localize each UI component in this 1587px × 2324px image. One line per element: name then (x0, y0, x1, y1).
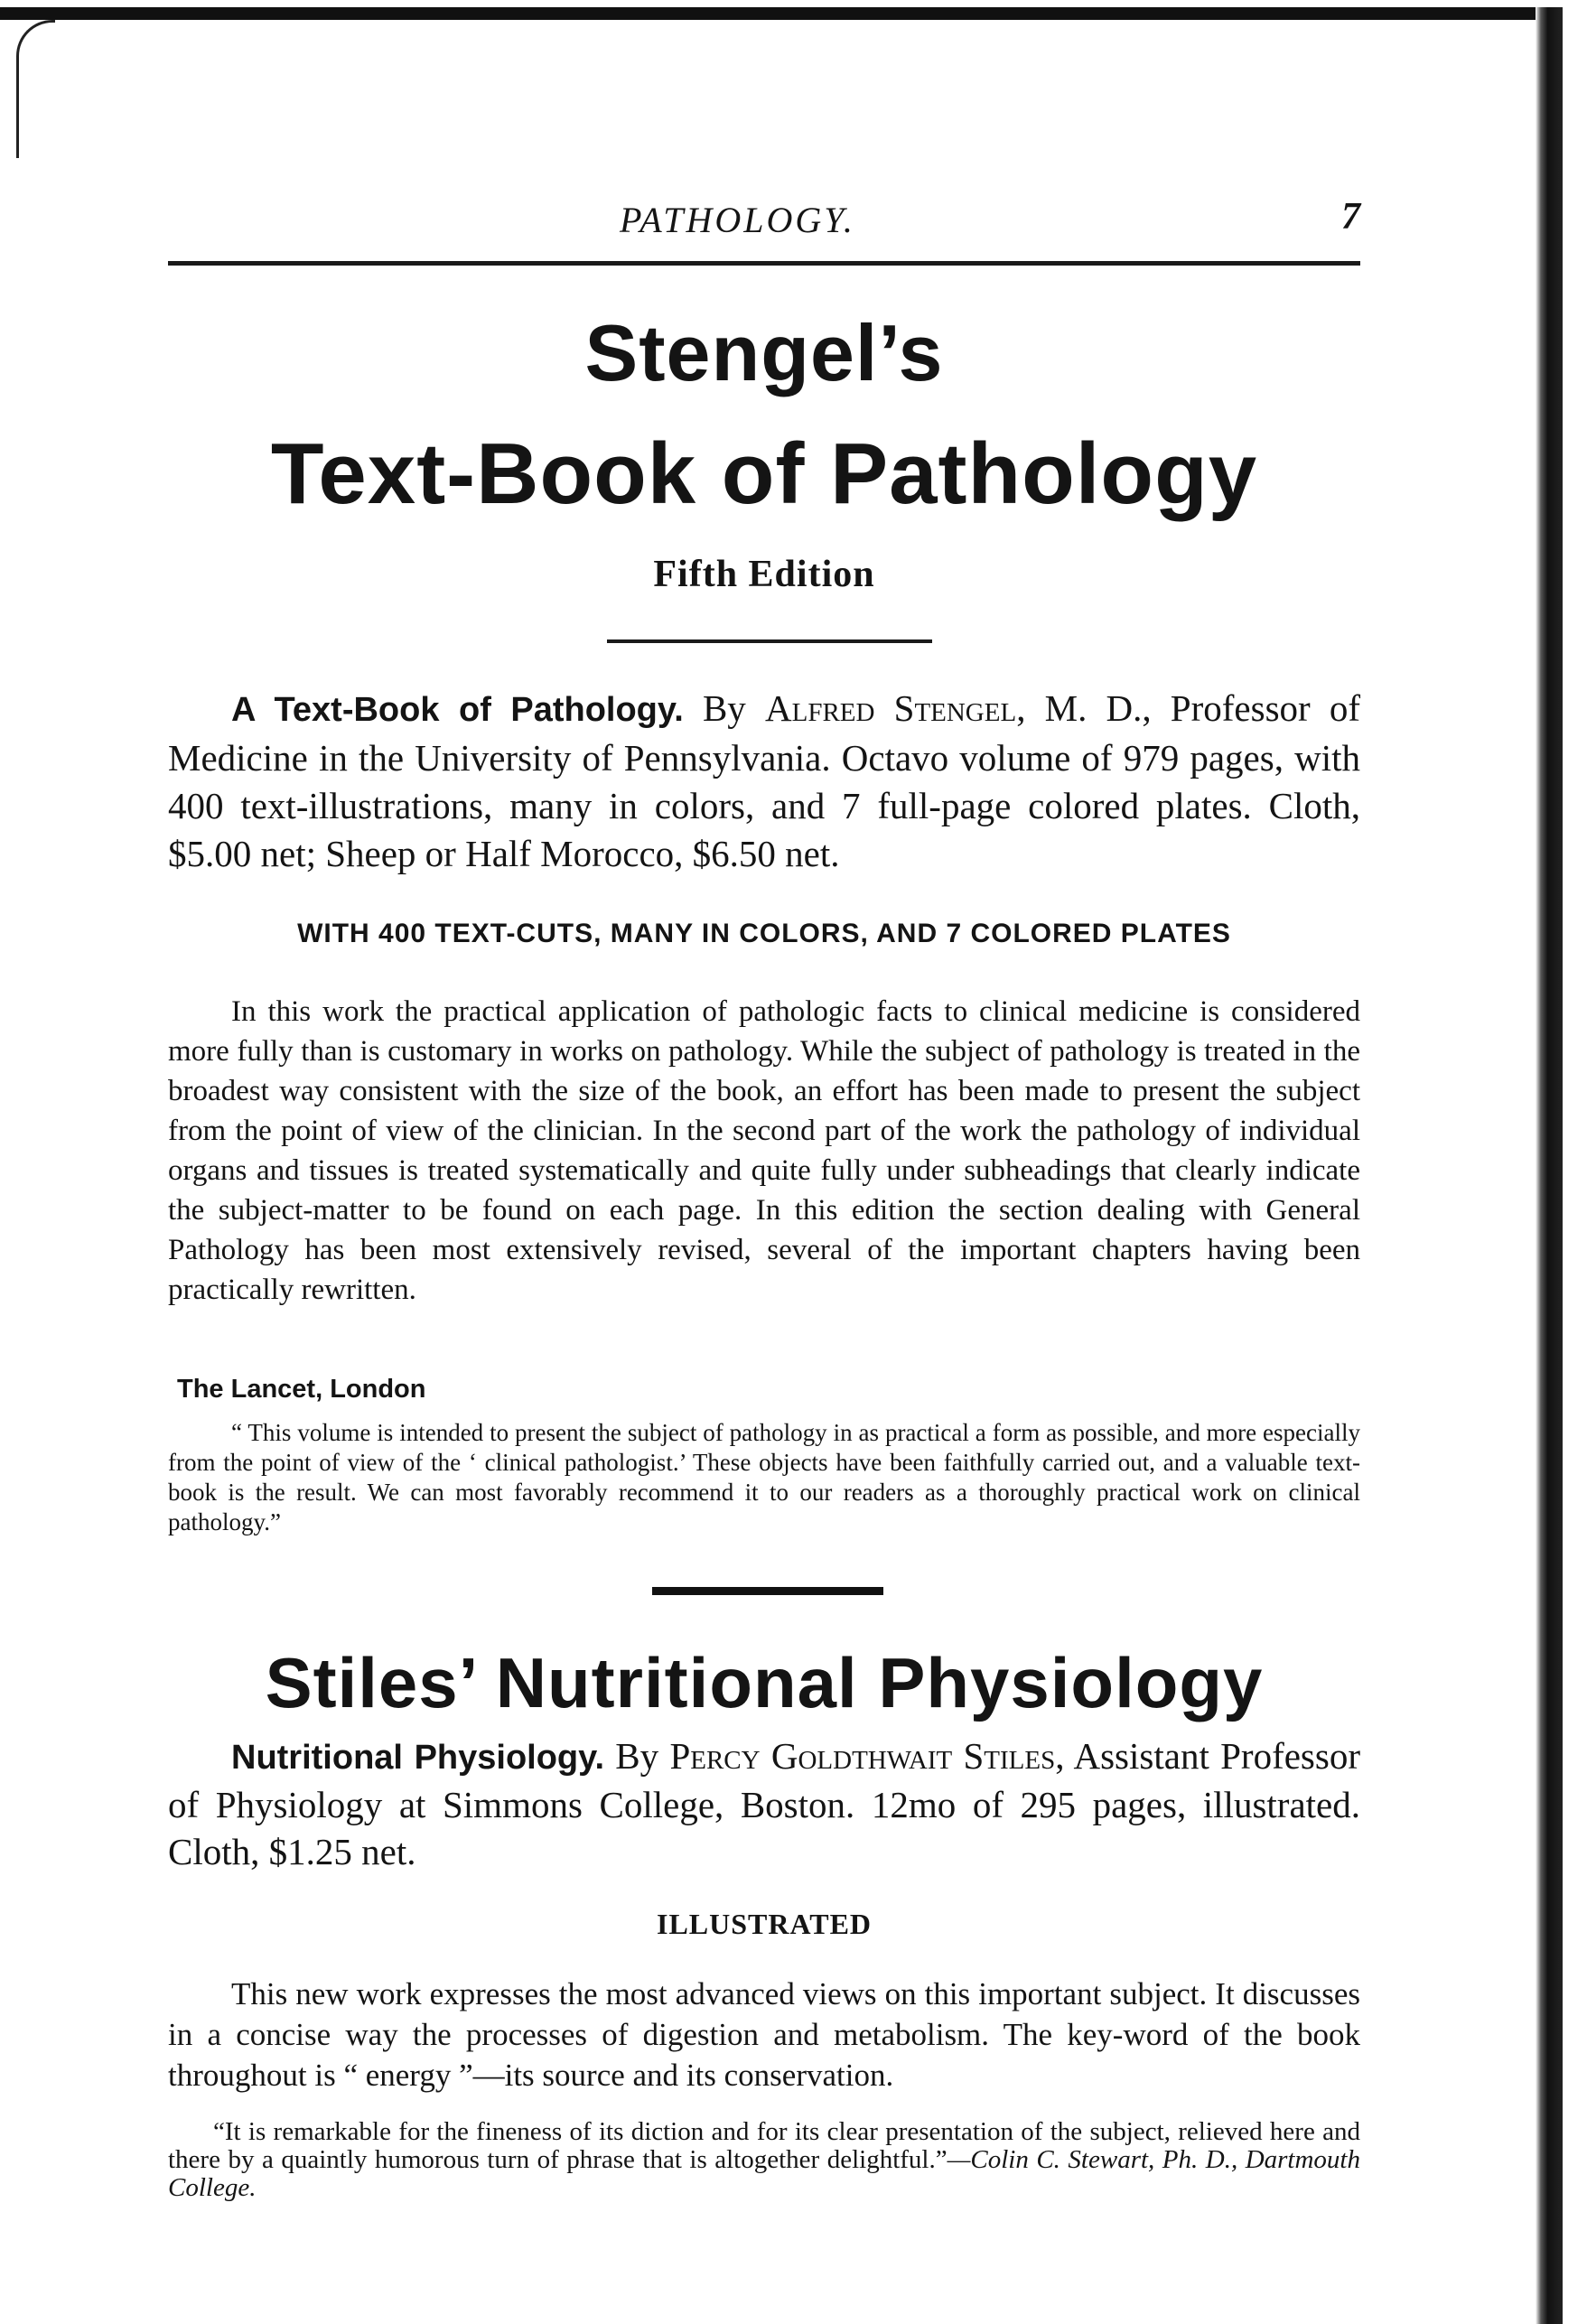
book1-review-source: The Lancet, London (177, 1375, 426, 1404)
edition-rule (607, 639, 932, 643)
book2-illustrated-label: ILLUSTRATED (656, 1908, 873, 1940)
book2-author: Percy Goldthwait Stiles (669, 1735, 1056, 1777)
book2-review-attribution: —Colin C. Stewart, Ph. D., Dartmouth College. (168, 2145, 1360, 2202)
book1-body: In this work the practical application of pathologic facts to clinical medicine is considered more fully than is customary in works on pathology. While the subject of pathology is treated in the broadest way consistent with the size of the book, an effort has been made to present the subject from the point of view of the clinician. In the second part of the work the pathology of individual organs and tissues is treated systematically and quite fully under subheadings that clearly indicate the subject-matter to be found on each page. In this edition the section dealing with General Pathology has been most extensively revised, several of the important chapters having been practically rewritten. (168, 995, 1360, 1306)
book1-desc-rest: , M. D., Professor of Medicine in the University of Pennsylvania. Octavo volume of 979 pages, with 400 text-illustrations, many in colors, and 7 full-page colored plates. Cloth, $5.00 net; Sheep or Half Morocco, $6.50 net. (168, 687, 1361, 874)
book2-desc-rest: , Assistant Professor of Physiology at Simmons College, Boston. 12mo of 295 pages, illustrated. Cloth, $1.25 net. (168, 1735, 1360, 1872)
book1-review-quote: “ This volume is intended to present the subject of pathology in as practical a form as possible, and more especially from the point of view of the ‘ clinical pathologist.’ These objects have been faithfully carried out, and a valuable text-book is the result. We can most favorably recommend it to our readers as a thoroughly practical work on clinical pathology.” (168, 1419, 1360, 1535)
book1-title-line1: Stengel’s (584, 308, 944, 397)
header-rule (168, 261, 1360, 266)
section-divider (652, 1587, 883, 1595)
book2-desc-by: By (615, 1735, 659, 1777)
book2-review (168, 2118, 1360, 2202)
page-number: 7 (1341, 196, 1360, 238)
book1-features-line: WITH 400 TEXT-CUTS, MANY IN COLORS, AND 7 COLORED PLATES (297, 919, 1231, 948)
book2-body: This new work expresses the most advanced views on this important subject. It discusses in a concise way the processes of digestion and metabolism. The key-word of the book throughout is “ energy ”—its source and its conservation. (168, 1976, 1360, 2093)
scan-right-border (1536, 7, 1563, 2324)
book2-title: Stiles’ Nutritional Physiology (265, 1643, 1264, 1722)
book1-title-line2: Text-Book of Pathology (270, 425, 1258, 522)
book2-description (168, 1732, 1360, 1875)
book1-desc-by: By (702, 687, 746, 729)
running-head (168, 190, 1360, 253)
book2-desc-lead: Nutritional Physiology. (231, 1739, 605, 1777)
scan-corner-mark (16, 20, 55, 158)
book1-desc-lead: A Text-Book of Pathology. (231, 691, 684, 729)
book1-author: Alfred Stengel (765, 687, 1017, 729)
book1-description (168, 685, 1360, 878)
book1-edition: Fifth Edition (653, 554, 875, 595)
running-title: PATHOLOGY. (620, 200, 855, 240)
book2-review-quote: “It is remarkable for the fineness of its diction and for its clear presentation of the subject, relieved here and there by a quaintly humorous turn of phrase that is altogether delightful.” (168, 2117, 1360, 2174)
scan-top-border (0, 7, 1554, 20)
